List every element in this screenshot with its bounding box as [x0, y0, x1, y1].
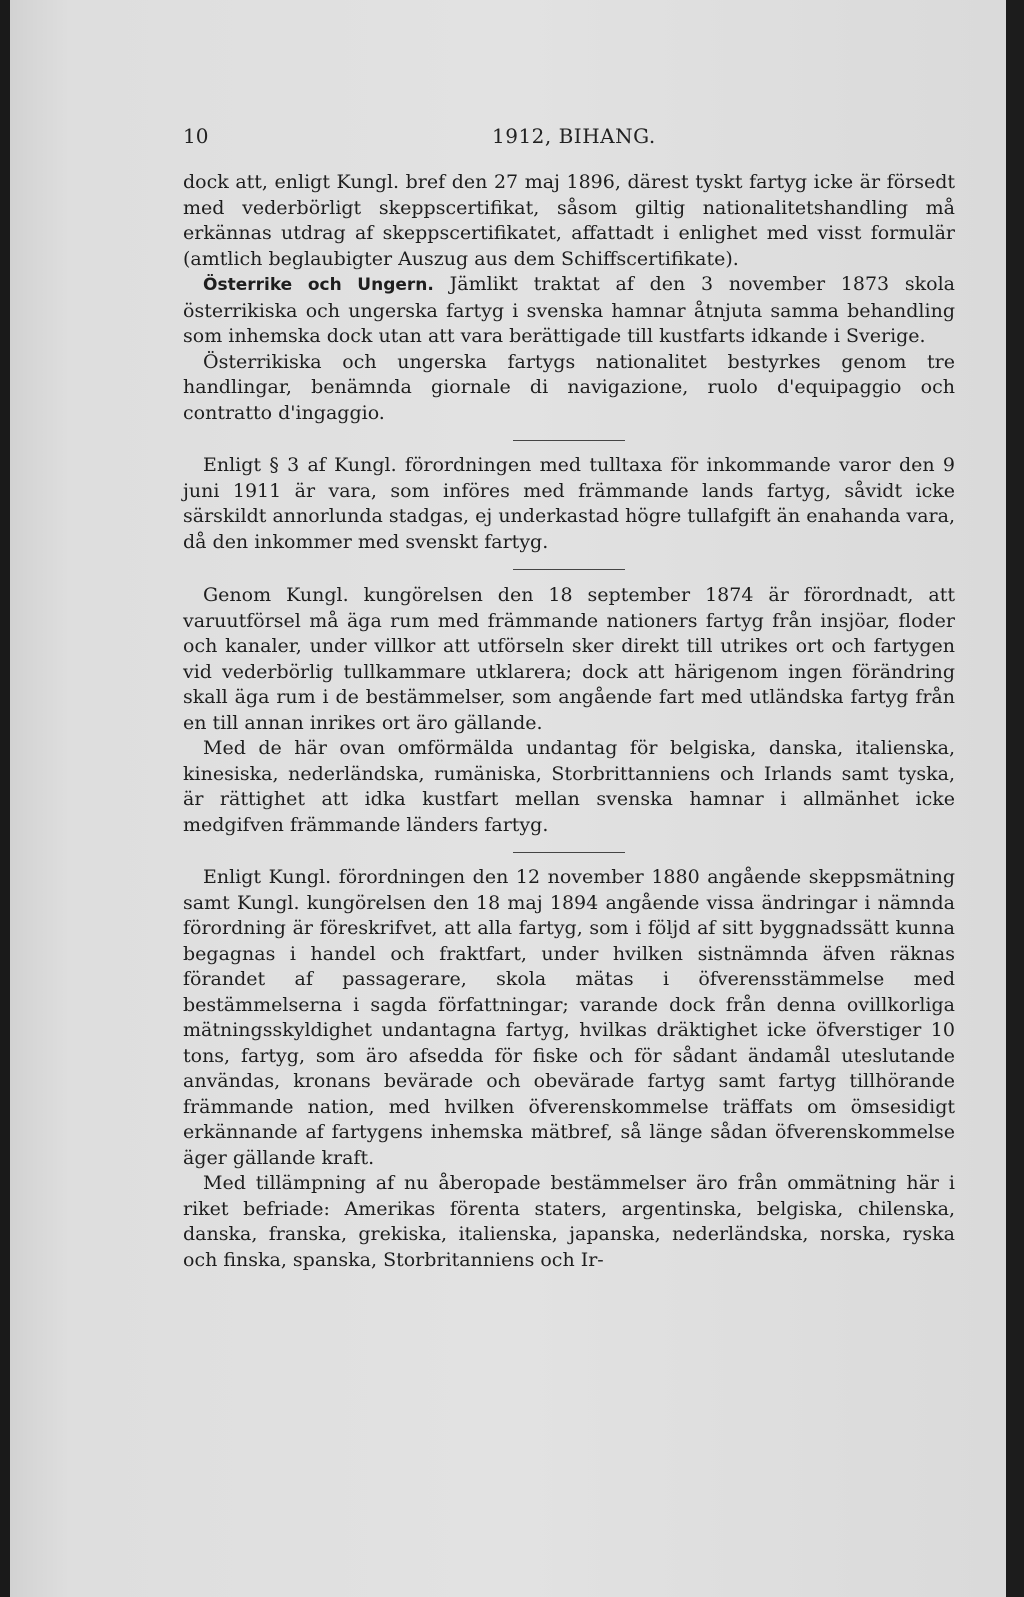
paragraph-3: Österrikiska och ungerska fartygs nationalitet bestyrkes genom tre handlingar, benämnda giornale di navigazione, ruolo d'equipaggio och contratto d'ingaggio. [183, 350, 955, 424]
paragraph-5: Genom Kungl. kungörelsen den 18 september 1874 är förordnadt, att varuutförsel må äga rum med främmande nationers fartyg från insjöar, floder och kanaler, under villkor att utförseln sker direkt till utrikes ort och fartygen vid vederbörlig tullkammare utklarera; dock att härigenom ingen förändring skall äga rum i de bestämmelser, som angående fart med utländska fartyg från en till annan inrikes ort äro gällande. [183, 584, 955, 734]
separator-rule [513, 440, 625, 441]
paragraph-1: dock att, enligt Kungl. bref den 27 maj 1896, därest tyskt fartyg icke är försedt med vederbörligt skeppscertifikat, såsom giltig nationalitetshandling må erkännas utdrag af skeppscertifikatet, affattadt i enlighet med visst formulär (amtlich beglaubigter Auszug aus dem Schiffscertifikate). [183, 171, 955, 270]
scan-edge [1006, 0, 1024, 1597]
paragraph-2 [183, 272, 955, 350]
section-heading: Österrike och Ungern. [203, 275, 434, 295]
page-number: 10 [183, 124, 209, 148]
paragraph-8: Med tillämpning af nu åberopade bestämmelser äro från ommätning här i riket befriade: Amerikas förenta staters, argentinska, belgiska, chilenska, danska, franska, grekiska, italienska, japanska, nederländska, norska, ryska och finska, spanska, Storbritanniens och Ir- [183, 1172, 955, 1271]
body-text [183, 170, 955, 1273]
paragraph-4: Enligt § 3 af Kungl. förordningen med tulltaxa för inkommande varor den 9 juni 1911 är vara, som införes med främmande lands fartyg, såvidt icke särskildt annorlunda stadgas, ej underkastad högre tullafgift än enahanda vara, då den inkommer med svenskt fartyg. [183, 454, 955, 553]
separator-rule [513, 569, 625, 570]
running-title: 1912, BIHANG. [492, 124, 656, 148]
paragraph-7: Enligt Kungl. förordningen den 12 november 1880 angående skeppsmätning samt Kungl. kungörelsen den 18 maj 1894 angående vissa ändringar i nämnda förordning är föreskrifvet, att alla fartyg, som i följd af sitt byggnadssätt kunna begagnas i handel och fraktfart, under hvilken sistnämnda äfven räknas förandet af passagerare, skola mätas i öfverensstämmelse med bestämmelserna i sagda författningar; varande dock från denna ovillkorliga mätningsskyldighet undantagna fartyg, hvilkas dräktighet icke öfverstiger 10 tons, fartyg, som äro afsedda för fiske och för sådant ändamål uteslutande användas, kronans bevärade och obevärade fartyg samt fartyg tillhörande främmande nation, med hvilken öfverenskommelse träffats om ömsesidigt erkännande af fartygens inhemska mätbref, så länge sådan öfverenskommelse äger gällande kraft. [183, 866, 955, 1169]
separator-rule [513, 852, 625, 853]
paragraph-6: Med de här ovan omförmälda undantag för belgiska, danska, italienska, kinesiska, nederländska, rumäniska, Storbrittanniens och Irlands samt tyska, är rättighet att idka kustfart mellan svenska hamnar i allmänhet icke medgifven främmande länders fartyg. [183, 737, 955, 836]
paragraph-2-text: Jämlikt traktat af den 3 november 1873 skola österrikiska och ungerska fartyg i svenska hamnar åtnjuta samma behandling som inhemska dock utan att vara berättigade till kustfarts idkande i Sverige. [183, 273, 955, 347]
page-header [183, 124, 943, 154]
